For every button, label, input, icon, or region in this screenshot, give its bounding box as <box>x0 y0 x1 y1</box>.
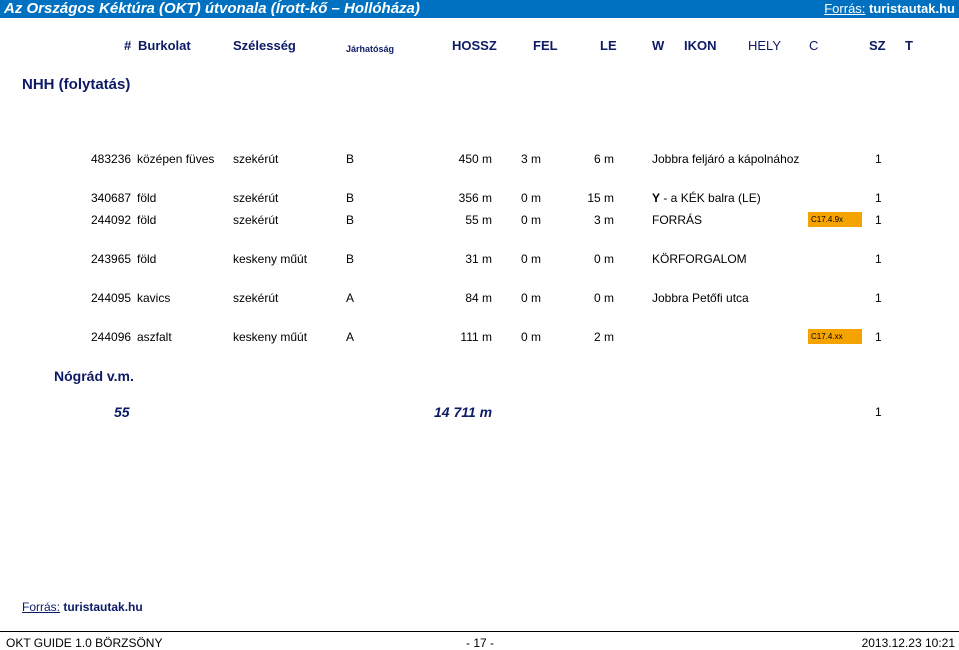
table-row <box>0 329 959 345</box>
row-count: 1 <box>875 191 882 205</box>
row-distance: 84 m <box>465 291 492 305</box>
top-source-label[interactable]: Forrás: <box>824 1 866 16</box>
row-count: 1 <box>875 213 882 227</box>
row-description <box>652 212 702 228</box>
row-width: szekérút <box>233 152 279 166</box>
section-title: NHH (folytatás) <box>22 76 131 93</box>
header-down: LE <box>600 38 617 53</box>
row-num: 340687 <box>91 191 132 205</box>
footer-page-number: - 17 - <box>466 636 495 650</box>
row-description <box>652 251 747 267</box>
page-title: Az Országos Kéktúra (OKT) útvonala (Írott-kő – Hollóháza) <box>4 0 420 17</box>
row-surface: föld <box>137 213 157 227</box>
footer-left: OKT GUIDE 1.0 BÖRZSÖNY <box>6 636 163 650</box>
header-sz: SZ <box>869 38 886 53</box>
row-description-text: FORRÁS <box>652 213 703 227</box>
row-up: 0 m <box>520 291 541 305</box>
row-width: keskeny műút <box>233 330 308 344</box>
summary-distance: 14 711 m <box>434 404 493 420</box>
row-description-marker: Y <box>652 191 661 205</box>
footer-divider <box>0 631 959 632</box>
region-title: Nógrád v.m. <box>54 368 134 384</box>
header-place: HELY <box>748 38 781 53</box>
table-row <box>0 290 959 306</box>
row-access: B <box>346 252 355 266</box>
row-num: 483236 <box>91 152 132 166</box>
row-access: B <box>346 191 355 205</box>
row-width: szekérút <box>233 213 279 227</box>
header-t: T <box>905 38 913 53</box>
row-num: 244092 <box>91 213 132 227</box>
row-code-badge: C17.4.9x <box>808 212 862 227</box>
summary-count: 55 <box>114 404 130 420</box>
row-width: szekérút <box>233 191 279 205</box>
row-access: B <box>346 213 355 227</box>
row-distance: 450 m <box>458 152 492 166</box>
row-down: 0 m <box>593 291 614 305</box>
row-down: 2 m <box>593 330 614 344</box>
row-description-text: Jobbra Petőfi utca <box>652 291 749 305</box>
header-surface: Burkolat <box>138 38 191 53</box>
row-surface: középen füves <box>137 152 215 166</box>
row-code-badge: C17.4.xx <box>808 329 862 344</box>
bottom-source <box>22 600 143 614</box>
row-access: B <box>346 152 355 166</box>
table-row <box>0 151 959 167</box>
row-distance: 31 m <box>465 252 492 266</box>
row-width: szekérút <box>233 291 279 305</box>
header-length: HOSSZ <box>452 38 497 53</box>
row-surface: föld <box>137 191 157 205</box>
row-distance: 111 m <box>460 330 492 344</box>
header-w: W <box>652 38 665 53</box>
footer-date: 2013.12.23 10:21 <box>861 636 955 650</box>
bottom-source-value: turistautak.hu <box>63 600 143 614</box>
table-row <box>0 190 959 206</box>
row-distance: 55 m <box>465 213 492 227</box>
header-width: Szélesség <box>233 38 296 53</box>
row-up: 3 m <box>520 152 541 166</box>
row-num: 244096 <box>91 330 132 344</box>
row-num: 244095 <box>91 291 132 305</box>
header-num: # <box>124 38 132 53</box>
row-down: 6 m <box>593 152 614 166</box>
row-up: 0 m <box>520 213 541 227</box>
row-count: 1 <box>875 252 882 266</box>
row-surface: föld <box>137 252 157 266</box>
header-icon: IKON <box>684 38 717 53</box>
summary-total: 1 <box>875 405 882 419</box>
row-width: keskeny műút <box>233 252 308 266</box>
row-description-text: Jobbra feljáró a kápolnához <box>652 152 800 166</box>
row-count: 1 <box>875 291 882 305</box>
header-c: C <box>809 38 819 53</box>
row-surface: aszfalt <box>137 330 172 344</box>
row-down: 3 m <box>593 213 614 227</box>
row-down: 0 m <box>593 252 614 266</box>
row-description <box>652 151 799 167</box>
row-count: 1 <box>875 330 882 344</box>
row-surface: kavics <box>137 291 171 305</box>
row-description <box>652 190 761 206</box>
bottom-source-label[interactable]: Forrás: <box>22 600 61 614</box>
row-access: A <box>346 291 355 305</box>
top-source <box>824 0 955 18</box>
row-description-text: - a KÉK balra (LE) <box>660 191 761 205</box>
row-access: A <box>346 330 355 344</box>
row-down: 15 m <box>587 191 614 205</box>
table-row <box>0 212 959 228</box>
row-distance: 356 m <box>458 191 492 205</box>
top-source-value: turistautak.hu <box>869 1 955 16</box>
row-up: 0 m <box>520 191 541 205</box>
row-up: 0 m <box>520 330 541 344</box>
header-up: FEL <box>533 38 558 53</box>
table-row <box>0 251 959 267</box>
row-count: 1 <box>875 152 882 166</box>
row-description-text: KÖRFORGALOM <box>652 252 747 266</box>
row-up: 0 m <box>520 252 541 266</box>
header-access: Járhatóság <box>346 44 395 54</box>
row-num: 243965 <box>91 252 132 266</box>
row-description <box>652 290 749 306</box>
